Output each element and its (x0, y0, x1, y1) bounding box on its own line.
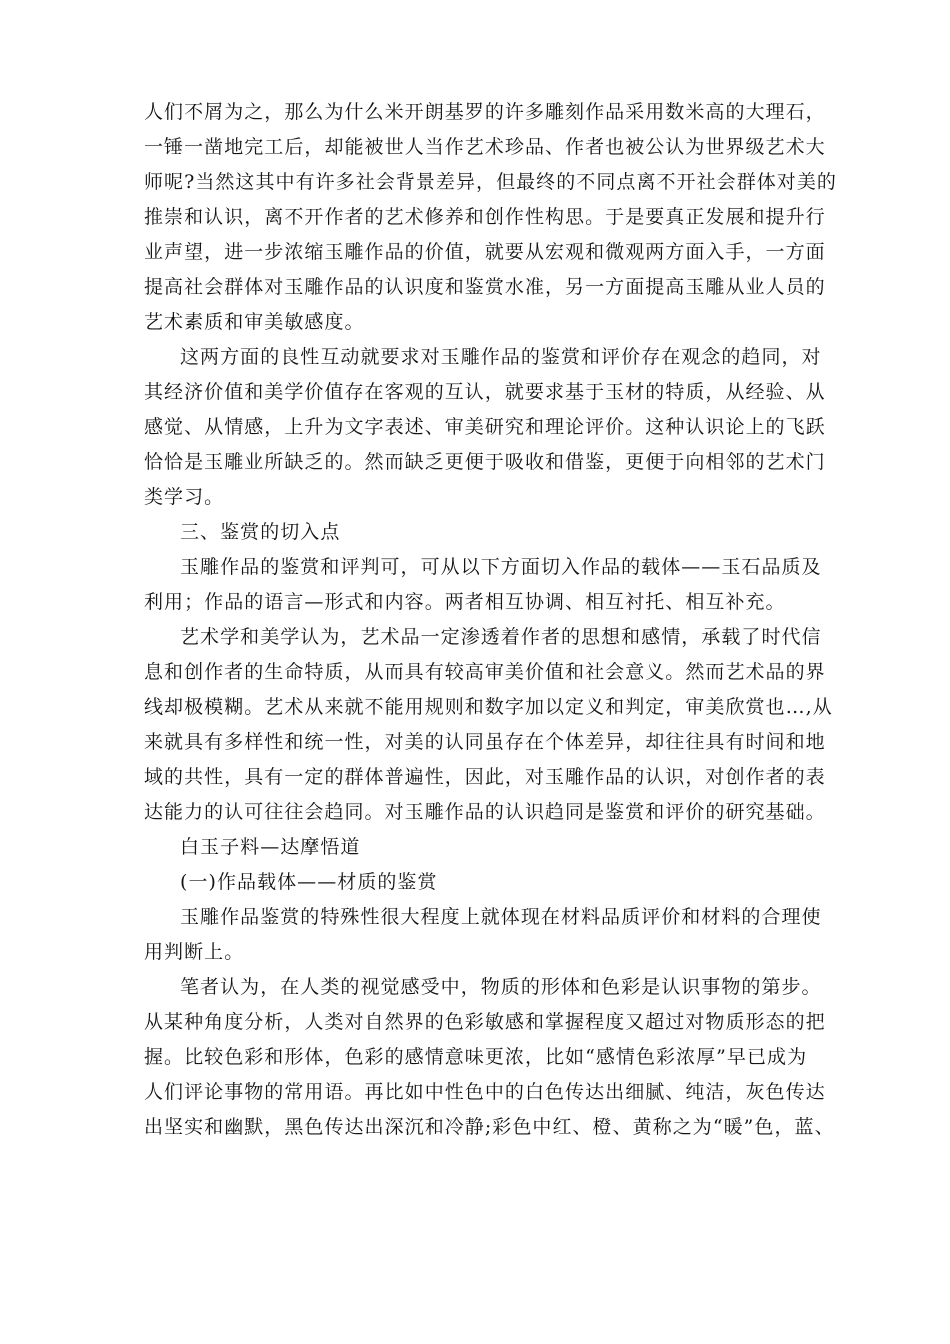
text-line: 达能力的认可往往会趋同。对玉雕作品的认识趋同是鉴赏和评价的研究基础。 (144, 801, 826, 823)
text-line: 其经济价值和美学价值存在客观的互认，就要求基于玉材的特质，从经验、从 (144, 381, 826, 403)
text-line: 人们不屑为之，那么为什么米开朗基罗的许多雕刻作品采用数米高的大理石， (144, 101, 826, 123)
text-line: 从某种角度分析，人类对自然界的色彩敏感和掌握程度又超过对物质形态的把 (144, 1011, 826, 1033)
text-line: 域的共性，具有一定的群体普遍性，因此，对玉雕作品的认识，对创作者的表 (144, 766, 826, 788)
text-line: 线却极模糊。艺术从来就不能用规则和数字加以定义和判定，审美欣赏也…,从 (144, 696, 833, 718)
text-line: 人们评论事物的常用语。再比如中性色中的白色传达出细腻、纯洁，灰色传达 (144, 1081, 826, 1103)
text-line: 用判断上。 (144, 941, 245, 963)
text-line: 感觉、从情感，上升为文字表述、审美研究和理论评价。这种认识论上的飞跃 (144, 416, 826, 438)
text-line: 息和创作者的生命特质，从而具有较高审美价值和社会意义。然而艺术品的界 (144, 661, 826, 683)
text-line: 提高社会群体对玉雕作品的认识度和鉴赏水准，另一方面提高玉雕从业人员的 (144, 276, 826, 298)
text-line: 业声望，进一步浓缩玉雕作品的价值，就要从宏观和微观两方面入手，一方面 (144, 241, 826, 263)
text-line: 利用；作品的语言—形式和内容。两者相互协调、相互衬托、相互补充。 (144, 591, 786, 613)
text-line: 这两方面的良性互动就要求对玉雕作品的鉴赏和评价存在观念的趋同，对 (180, 346, 822, 368)
text-line: 玉雕作品鉴赏的特殊性很大程度上就体现在材料品质评价和材料的合理使 (180, 906, 822, 928)
text-line: 艺术学和美学认为，艺术品一定渗透着作者的思想和感情，承载了时代信 (180, 626, 822, 648)
text-line: 来就具有多样性和统一性，对美的认同虽存在个体差异，却往往具有时间和地 (144, 731, 826, 753)
text-line: 推崇和认识，离不开作者的艺术修养和创作性构思。于是要真正发展和提升行 (144, 206, 826, 228)
text-line: 一锤一凿地完工后，却能被世人当作艺术珍品、作者也被公认为世界级艺术大 (144, 136, 826, 158)
text-line: 类学习。 (144, 486, 225, 508)
caption: 白玉子料—达摩悟道 (180, 836, 361, 858)
text-line: 握。比较色彩和形体，色彩的感情意味更浓，比如“感情色彩浓厚”早已成为 (144, 1046, 808, 1068)
text-line: 笔者认为，在人类的视觉感受中，物质的形体和色彩是认识事物的第步。 (180, 976, 822, 998)
section-heading: 三、鉴赏的切入点 (180, 521, 341, 543)
text-line: 艺术素质和审美敏感度。 (144, 311, 365, 333)
text-line: 玉雕作品的鉴赏和评判可，可从以下方面切入作品的载体——玉石品质及 (180, 556, 822, 578)
text-line: 出坚实和幽默，黑色传达出深沉和冷静;彩色中红、橙、黄称之为“暖”色，蓝、 (144, 1116, 835, 1138)
text-line: 恰恰是玉雕业所缺乏的。然而缺乏更便于吸收和借鉴，更便于向相邻的艺术门 (144, 451, 826, 473)
subsection-heading: (一)作品载体——材质的鉴赏 (180, 871, 438, 893)
text-line: 师呢?当然这其中有许多社会背景差异，但最终的不同点离不开社会群体对美的 (144, 171, 837, 193)
